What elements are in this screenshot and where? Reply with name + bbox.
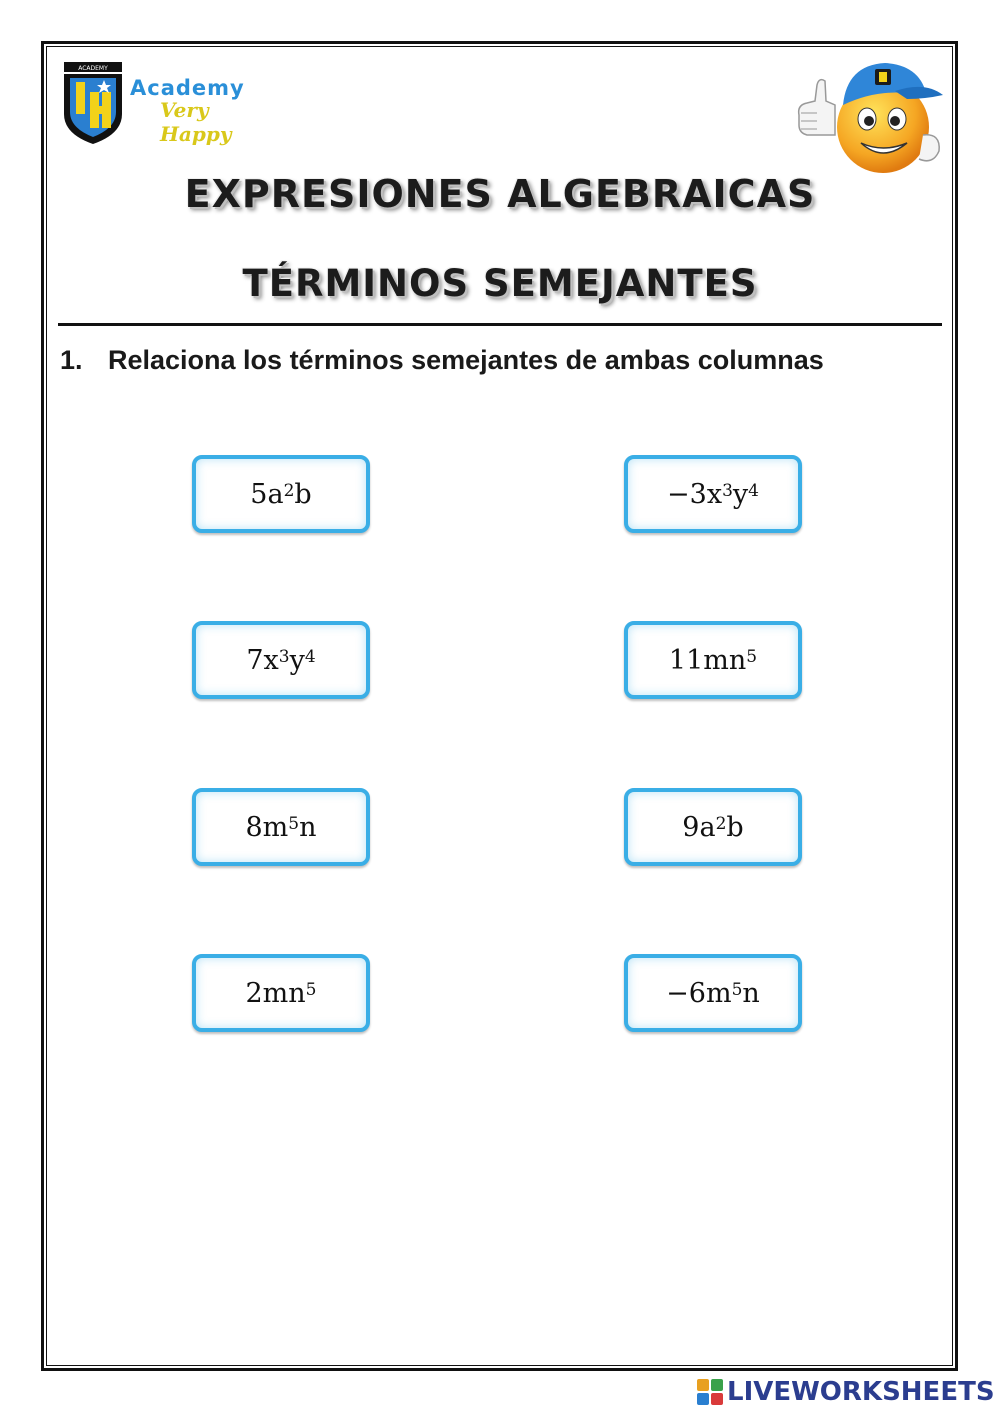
left-term-1[interactable]: 5 a $^2$ b: [192, 455, 370, 533]
shield-logo-icon: [62, 62, 124, 144]
thumbs-up-smiley-icon: [795, 55, 945, 175]
question-text: Relaciona los términos semejantes de ambas columnas: [108, 345, 824, 375]
academy-logo: [62, 62, 277, 148]
divider: [58, 323, 942, 326]
worksheet-frame: [41, 41, 958, 1371]
left-term-4[interactable]: 2 m n $^5$: [192, 954, 370, 1032]
question-number: 1.: [60, 345, 83, 375]
question-1: [60, 345, 824, 376]
liveworksheets-brand: [697, 1375, 995, 1409]
logo-badge-text: ACADEMY: [78, 65, 108, 72]
liveworksheets-logo-icon: [697, 1378, 725, 1406]
main-title: EXPRESIONES ALGEBRAICAS: [184, 172, 816, 216]
right-term-2[interactable]: 11 m n $^5$: [624, 621, 802, 699]
subtitle: TÉRMINOS SEMEJANTES: [242, 262, 758, 305]
logo-academy-text: Academy: [130, 76, 245, 100]
logo-very-happy-text: Very Happy: [160, 98, 232, 146]
right-term-3[interactable]: 9 a $^2$ b: [624, 788, 802, 866]
right-term-4[interactable]: −6 m $^5$ n: [624, 954, 802, 1032]
left-term-3[interactable]: 8 m $^5$ n: [192, 788, 370, 866]
left-term-2[interactable]: 7 x $^3$ y $^4$: [192, 621, 370, 699]
right-term-1[interactable]: −3 x $^3$ y $^4$: [624, 455, 802, 533]
brand-name: LIVEWORKSHEETS: [727, 1377, 995, 1407]
